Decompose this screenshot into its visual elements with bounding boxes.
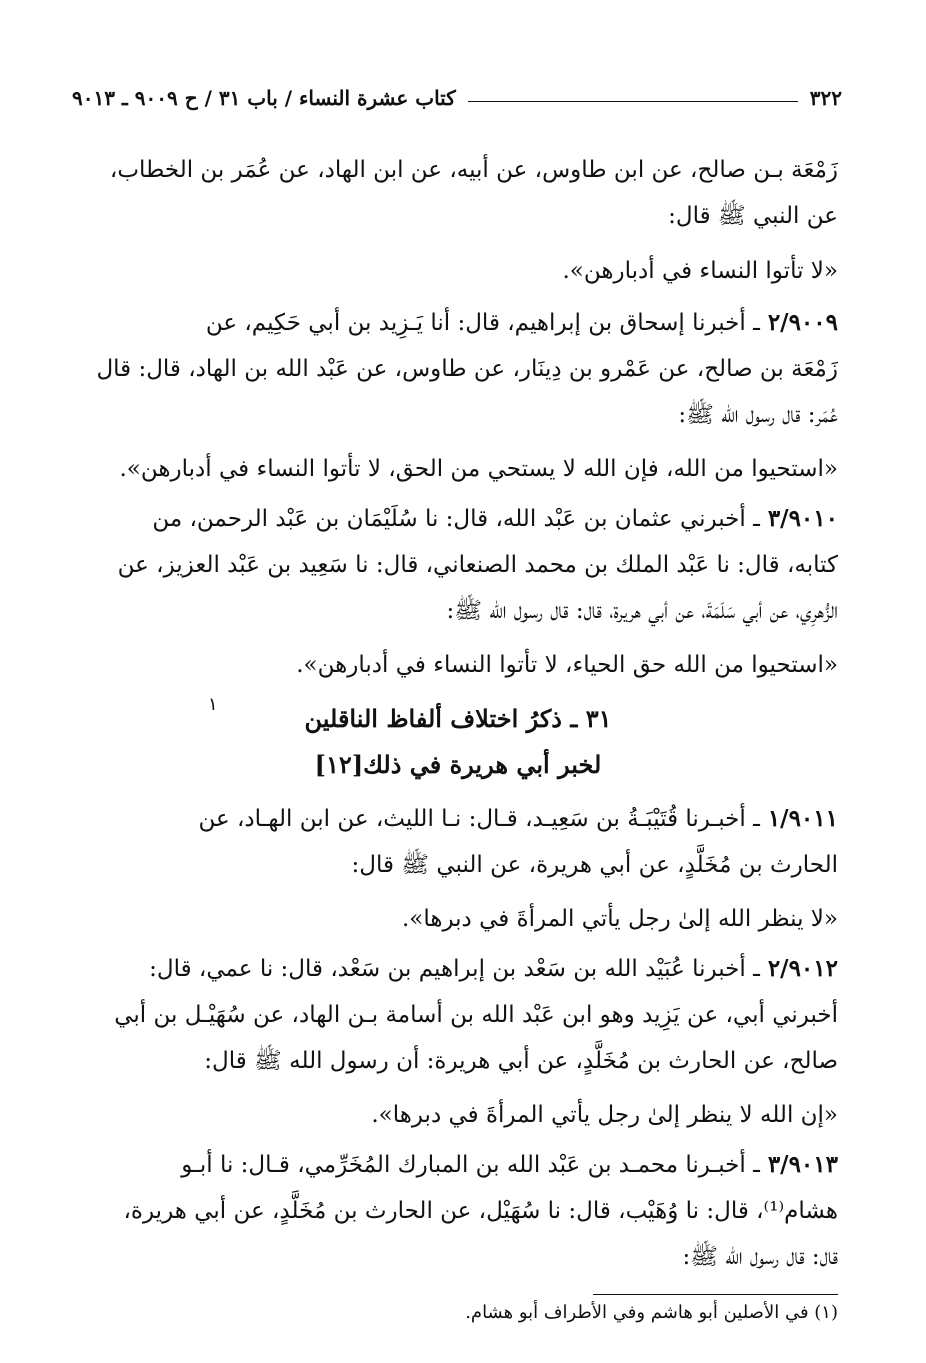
hadith-quote: «استحيوا من الله حق الحياء، لا تأتوا النساء في أدبارهن». (296, 652, 838, 678)
hadith-number: ٣/٩٠١٣ (767, 1151, 838, 1178)
hadith-quote: «إن الله لا ينظر إلىٰ رجل يأتي المرأةَ في دبرها». (371, 1102, 838, 1128)
text-line: زَمْعَة بـن صالح، عن ابن طاوس، عن أبيه، عن ابن الهاد، عن عُمَر بن الخطاب، (109, 157, 838, 183)
text-line: ٢/٩٠١٢ ـ أخبرنا عُبَيْد الله بن سَعْد بن إبراهيم بن سَعْد، قال: نا عمي، قال: (78, 946, 838, 992)
footnote-rule (593, 1294, 838, 1295)
header-rule (468, 101, 798, 102)
hadith-number: ٢/٩٠٠٩ (767, 309, 838, 336)
running-header (72, 86, 842, 110)
text-line: عُمَر: قال رسول الله ﷺ: (678, 402, 838, 428)
text-line: ١/٩٠١١ ـ أخبـرنا قُتَيْبَـةُ بن سَعِيـد، قـال: نـا الليث، عن ابن الهـاد، عن (78, 796, 838, 842)
hadith-9011 (78, 796, 838, 888)
hadith-9009 (78, 300, 838, 438)
hadith-quote: «استحيوا من الله، فإن الله لا يستحي من الحق، لا تأتوا النساء في أدبارهن». (119, 456, 838, 482)
text-line: قال: قال رسول الله ﷺ: (682, 1244, 838, 1270)
text-line: ٢/٩٠٠٩ ـ أخبرنا إسحاق بن إبراهيم، قال: أنا يَـزِيد بن أبي حَكِيم، عن (78, 300, 838, 346)
hadith-number: ١/٩٠١١ (767, 805, 838, 832)
hadith-number: ٣/٩٠١٠ (767, 505, 838, 532)
margin-mark: ١ (208, 694, 218, 715)
hadith-quote: «لا ينظر الله إلىٰ رجل يأتي المرأةَ في دبرها». (401, 906, 838, 932)
hadith-9012 (78, 946, 838, 1084)
text-line: أخبرني أبي، عن يَزِيد وهو ابن عَبْد الله بن أسامة بـن الهاد، عن سُهَيْـل بن أبي (114, 1002, 838, 1028)
paragraph-continuation (78, 147, 838, 239)
hadith-number: ٢/٩٠١٢ (767, 955, 838, 982)
text-line: الحارث بن مُخَلَّدٍ، عن أبي هريرة، عن النبي ﷺ قال: (351, 852, 838, 878)
chapter-subtitle: لخبر أبي هريرة في ذلك[١٢] (314, 750, 602, 779)
text-line: عن النبي ﷺ قال: (668, 203, 838, 229)
running-title: كتاب عشرة النساء / باب ٣١ / ح ٩٠٠٩ ـ ٩٠١٣ (72, 86, 456, 110)
footnote: (١) في الأصلين أبو هاشم وفي الأطراف أبو هشام. (465, 1302, 838, 1323)
text-line: هشام⁽¹⁾، قال: نا وُهَيْب، قال: نا سُهَيْل، عن الحارث بن مُخَلَّدٍ، عن أبي هريرة، (123, 1198, 838, 1224)
text-line: الزُّهرِي، عن أبي سَلَمَةَ، عن أبي هريرة، قال: قال رسول الله ﷺ: (446, 598, 838, 624)
page-number: ٣٢٢ (809, 86, 842, 110)
hadith-9013 (78, 1142, 838, 1280)
text-line: ٣/٩٠١٠ ـ أخبرني عثمان بن عَبْد الله، قال: نا سُلَيْمَان بن عَبْد الرحمن، من (78, 496, 838, 542)
text-line: زَمْعَة بن صالح، عن عَمْرو بن دِينَار، عن طاوس، عن عَبْد الله بن الهاد، قال: قال (96, 356, 838, 382)
hadith-9010 (78, 496, 838, 634)
text-line: صالح، عن الحارث بن مُخَلَّدٍ، عن أبي هريرة: أن رسول الله ﷺ قال: (204, 1048, 838, 1074)
hadith-quote: «لا تأتوا النساء في أدبارهن». (562, 258, 838, 284)
text-line: ٣/٩٠١٣ ـ أخبـرنا محمـد بن عَبْد الله بن المبارك المُخَرِّمي، قـال: نا أبـو (78, 1142, 838, 1188)
text-line: كتابه، قال: نا عَبْد الملك بن محمد الصنعاني، قال: نا سَعِيد بن عَبْد العزيز، عن (117, 552, 838, 578)
chapter-title: ٣١ ـ ذكرُ اختلاف ألفاظ الناقلين (304, 704, 612, 733)
